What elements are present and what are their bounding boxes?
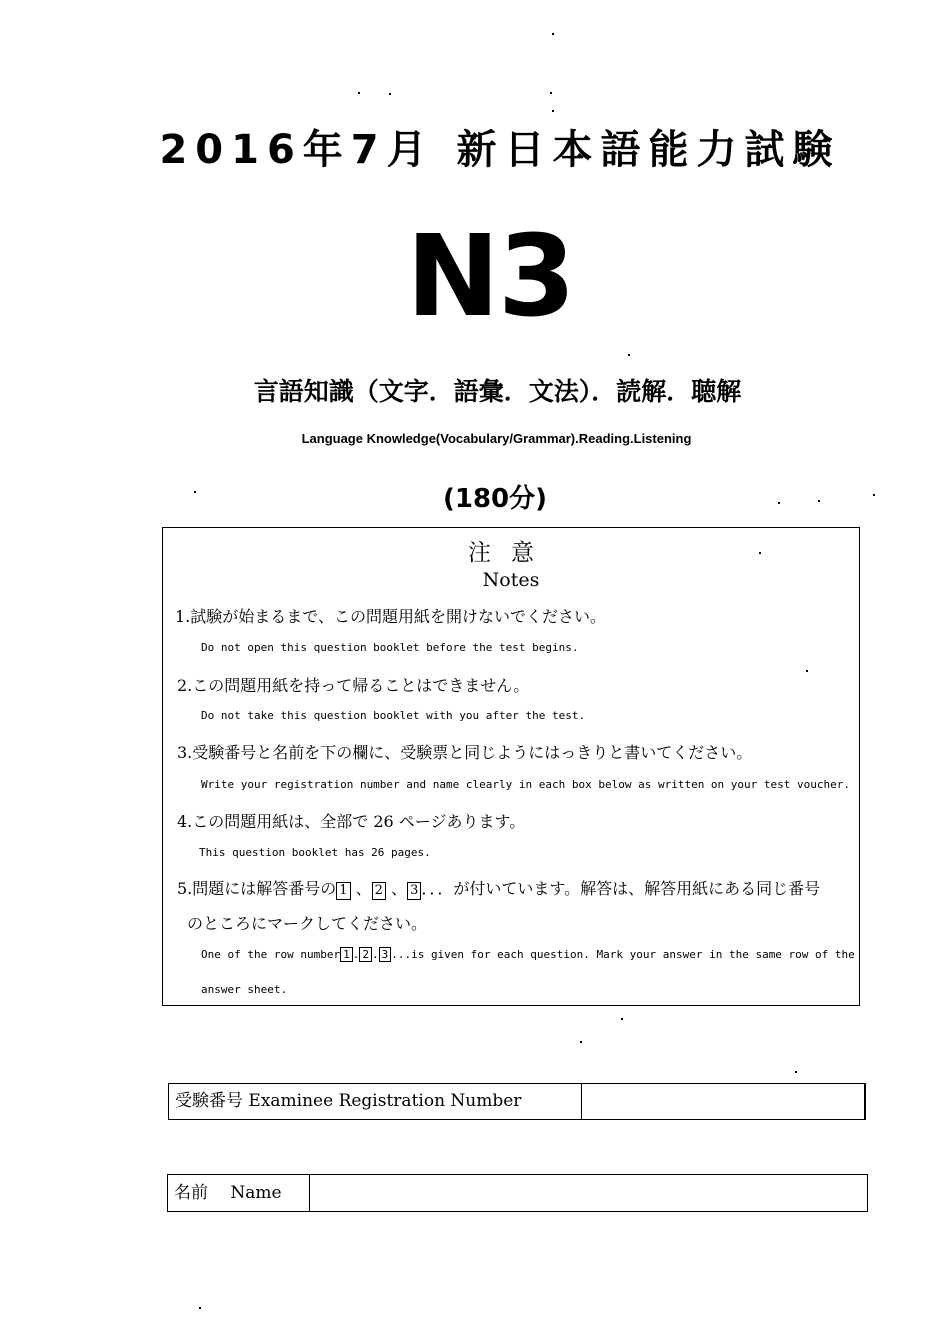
answer-number-box-en-3: 3 [379,947,392,962]
note-5-suffix: ．．．が付いています。解答は、解答用紙にある同じ番号 [421,879,821,898]
scan-speck [389,93,391,95]
scan-speck [759,552,761,554]
scan-speck [552,33,554,35]
note-5-en-suffix: ...is given for each question. Mark your answer in the same row of the [391,948,855,961]
note-5-japanese-line-2: のところにマークしてください。 [187,914,428,933]
note-5-english-line-2: answer sheet. [201,983,288,996]
note-4-japanese: 4.この問題用紙は、全部で 26 ページあります。 [177,812,526,831]
scan-speck [873,494,875,496]
notes-heading-japanese: 注意 [468,540,554,566]
scan-speck [778,502,780,504]
scan-speck [621,1018,623,1020]
note-2-japanese: 2.この問題用紙を持って帰ることはできません。 [177,676,530,695]
name-row [167,1174,868,1212]
scan-speck [194,491,196,493]
note-5-en-separator-1: . [352,948,360,961]
note-5-prefix: 5.問題には解答番号の [177,879,337,898]
note-2-english: Do not take this question booklet with you after the test. [201,709,586,722]
scan-speck [580,1041,582,1043]
scan-speck [628,354,630,356]
registration-number-field[interactable] [582,1084,864,1119]
answer-number-box-en-1: 1 [340,947,353,962]
note-4-english: This question booklet has 26 pages. [199,846,431,859]
subject-japanese: 言語知識（文字．語彙．文法）．読解．聴解 [253,377,742,406]
registration-number-label: 受験番号 Examinee Registration Number [169,1084,582,1119]
scan-speck [806,670,808,672]
registration-number-row [168,1083,866,1120]
answer-number-box-2: 2 [372,882,386,900]
note-5-japanese [177,876,820,900]
name-label: 名前 Name [168,1175,310,1211]
page-title: 2016年7月 新日本語能力試験 [159,127,841,173]
note-3-japanese: 3.受験番号と名前を下の欄に、受験票と同じようにはっきりと書いてください。 [177,743,753,762]
answer-number-box-3: 3 [407,882,421,900]
note-5-english [201,947,855,962]
scan-speck [818,500,820,502]
subject-english: Language Knowledge(Vocabulary/Grammar).Reading.Listening [301,431,692,446]
name-field[interactable] [310,1175,867,1211]
note-5-separator-1: 、 [355,879,372,898]
note-5-separator-2: 、 [391,879,408,898]
answer-number-box-en-2: 2 [359,947,372,962]
notes-heading-english: Notes [482,569,540,591]
note-5-en-separator-2: . [371,948,379,961]
scan-speck [550,92,552,94]
note-5-en-prefix: One of the row number [201,948,341,961]
note-3-english: Write your registration number and name clearly in each box below as written on your test voucher. [201,778,851,791]
scan-speck [199,1307,201,1309]
note-1-japanese: 1.試験が始まるまで、この問題用紙を開けないでください。 [175,607,606,626]
scan-speck [358,92,360,94]
answer-number-box-1: 1 [336,882,350,900]
test-level: N3 [406,212,574,342]
test-duration: (180分) [442,484,548,514]
notes-box [162,527,860,1006]
note-1-english: Do not open this question booklet before the test begins. [201,641,579,654]
scan-speck [552,110,554,112]
scan-speck [795,1071,797,1073]
